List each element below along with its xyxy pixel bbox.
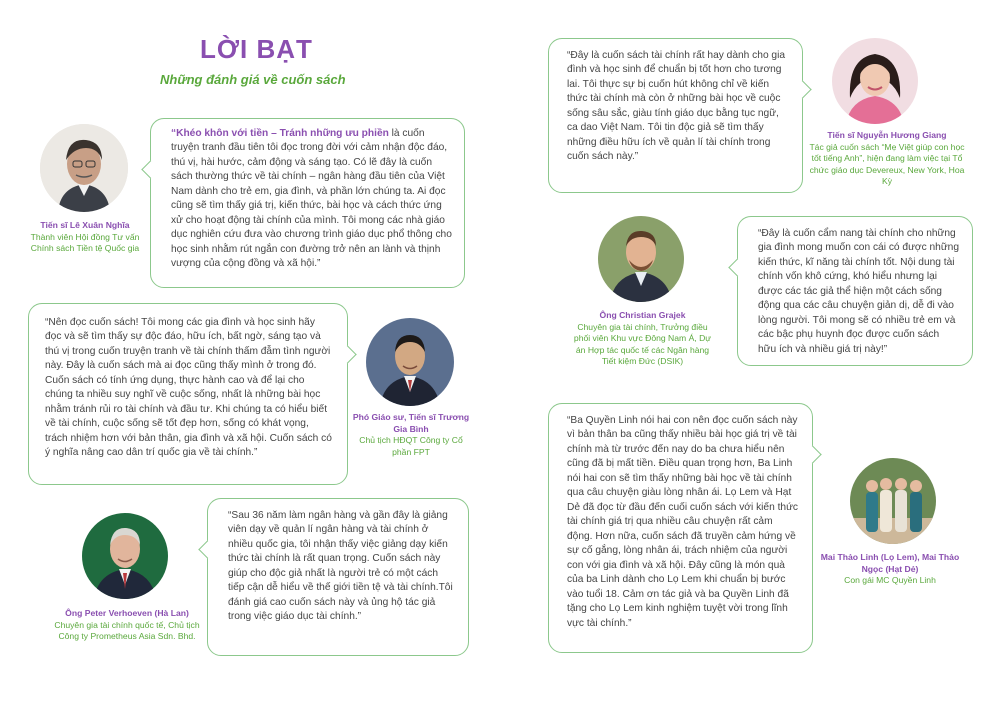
portrait-icon [832,38,918,124]
reviewer-name: Tiến sĩ Lê Xuân Nghĩa [40,220,130,230]
reviewer-name: Tiến sĩ Nguyễn Hương Giang [827,130,947,140]
avatar-mai-thao-linh-ngoc [850,458,936,544]
portrait-icon [366,318,454,406]
portrait-icon [598,216,684,302]
portrait-icon [82,513,168,599]
review-bubble-mai-thao-linh [548,403,813,653]
reviewer-role: Chuyên gia tài chính quốc tế, Chủ tịch Công ty Prometheus Asia Sdn. Bhd. [54,619,200,642]
reviewer-peter-verhoeven [52,608,202,643]
review-bubble-truong-gia-binh [28,303,348,485]
avatar-le-xuan-nghia [40,124,128,212]
review-bubble-christian-grajek [737,216,973,366]
review-bubble-peter-verhoeven [207,498,469,656]
review-book-title: “Khéo khôn với tiền – Tránh những ưu phiền [171,128,389,139]
avatar-truong-gia-binh [366,318,454,406]
review-bubble-le-xuan-nghia [150,118,465,288]
reviewer-role: Thành viên Hội đồng Tư vấn Chính sách Tiền tệ Quốc gia [30,231,140,254]
avatar-nguyen-huong-giang [832,38,918,124]
review-text: “Đây là cuốn sách tài chính rất hay dành cho gia đình và học sinh để chuẩn bị tốt hơn cho tương lai. Tôi thực sự bị cuốn hút không chỉ về kiến thức tài chính mà còn ở những bài học về cuộc sống sâu sắc, giàu tính giáo dục bằng tục ngữ, ca dao Việt Nam. Tôi tin độc giả sẽ tìm thấy những điều hữu ích về quản lí tài chính trong cuốn sách này.” [567,50,786,163]
reviewer-name: Ông Christian Grajek [599,310,686,320]
review-text: “Ba Quyền Linh nói hai con nên đọc cuốn sách này vì bản thân ba cũng thấy nhiều bài học giá trị về tài chính mà từ trước đến nay do ba chưa hiểu nên cũng đã bị mất tiền. Điều quan trọng hơn, Ba Linh nói hai con sẽ tìm thấy những bài học về tài chính qua câu chuyện giàu lòng nhân ái. Lọ Lem và Hạt Dẻ đã đọc từ đầu đến cuối cuốn sách với kiến thức tài chính giá trị qua nhiều câu chuyện rất cảm động. Hơn nữa, cuốn sách đã truyền cảm hứng về sự cố gắng, lòng nhân ái, trách nhiệm của người con với gia đình và xã hội. Đây cũng là món quà của ba Linh dành cho Lọ Lem khi chuẩn bị bước vào tuổi 18. Cảm ơn tác giả và ba Quyền Linh đã tặng cho Lọ Lem kinh nghiệm tuyệt vời trong lĩnh vực tài chính.” [567,415,798,629]
review-text: “Sau 36 năm làm ngân hàng và gần đây là giảng viên dạy về quản lí ngân hàng và tài chính ở nhiều quốc gia, tôi nhận thấy việc giảng dạy kiến thức tài chính là rất quan trọng. Cuốn sách này giúp cho độc giả nhất là người trẻ có một cách tiếp cận dễ hiểu về thế giới tiền tệ và tài chính.Tôi đánh giá cao cuốn sách này và ủng hộ tác giả trong việc giáo dục tài chính.” [228,510,453,623]
reviewer-mai-thao-linh-ngoc [815,552,965,587]
family-photo-icon [850,458,936,544]
reviewer-role: Chủ tịch HĐQT Công ty Cổ phần FPT [359,435,463,457]
reviewer-role: Chuyên gia tài chính, Trưởng điều phối viên Khu vực Đông Nam Á, Dự án Hợp tác quốc tế các Ngân hàng Tiết kiệm Đức (DSIK) [573,321,712,367]
reviewer-role: Tác giả cuốn sách “Mẹ Việt giúp con học tốt tiếng Anh”, hiện đang làm việc tại Tổ chức giáo dục Devereux, New York, Hoa Kỳ [809,141,965,187]
page-subtitle: Những đánh giá về cuốn sách [160,72,346,87]
reviewer-name: Ông Peter Verhoeven (Hà Lan) [65,608,189,618]
portrait-icon [40,124,128,212]
reviewer-name: Mai Thảo Linh (Lọ Lem), Mai Thảo Ngọc (Hạt Dẻ) [820,552,960,574]
avatar-christian-grajek [598,216,684,302]
reviewer-name: Phó Giáo sư, Tiến sĩ Trương Gia Bình [352,412,470,434]
reviewer-christian-grajek [570,310,715,368]
reviewer-nguyen-huong-giang [807,130,967,188]
avatar-peter-verhoeven [82,513,168,599]
review-text: là cuốn truyện tranh đầu tiên tôi đọc trong đời với cảm nhận độc đáo, thú vị, hài hước, cảm động và sáng tạo. Có lẽ đây là cuốn sách thường thức về tài chính – ngân hàng đầu tiên của Việt Nam dành cho trẻ em, gia đình, và phần lớn chúng ta. Ai đọc cũng sẽ tìm thấy giá trị, kiến thức, bài học và cách thức ứng xử cho hoạt động tài chính của mình. Tôi mong các nhà giáo dục nghiên cứu đưa vào chương trình giáo dục phổ thông cho học sinh nhằm rút ngắn con đường trở nên an lành và thịnh vượng của cộng đồng và xã hội.” [171,128,452,270]
review-text: “Nên đọc cuốn sách! Tôi mong các gia đình và học sinh hãy đọc và sẽ tìm thấy sự độc đáo, hữu ích, bất ngờ, sáng tạo và thú vị trong cuốn truyện tranh về tài chính thấm đẫm tình người này. Đây là cuốn sách mà ai đọc cũng thấy mình ở trong đó. Cuốn sách có tính ứng dụng, thực hành cao và để lại cho chúng ta nhiều suy nghĩ về cuộc sống, nhất là những bài học nhằm tránh rủi ro tài chính và đầu tư. Khi chúng ta có hiểu biết về tài chính, cuộc sống sẽ tốt đẹp hơn, sống có khát vọng, trách nhiệm hơn với bản thân, gia đình và xã hội. Cuốn sách có ý nghĩa nâng cao dân trí quốc gia về tài chính.” [45,317,332,459]
reviewer-truong-gia-binh [352,412,470,458]
review-text: “Đây là cuốn cẩm nang tài chính cho những gia đình mong muốn con cái có được những kiến thức, kĩ năng tài chính tốt. Nội dung tài chính vốn khô cứng, khó hiểu nhưng lại được các tác giả thể hiện một cách sống động qua các câu chuyện giản dị, dễ đi vào lòng người. Tôi mong sẽ có nhiều trẻ em và các bậc phụ huynh đọc được cuốn sách hữu ích và nhiều giá trị này!” [758,228,959,355]
reviewer-le-xuan-nghia [22,220,148,255]
page-title: LỜI BẠT [200,34,313,64]
reviewer-role: Con gái MC Quyền Linh [844,575,936,586]
review-bubble-nguyen-huong-giang [548,38,803,193]
